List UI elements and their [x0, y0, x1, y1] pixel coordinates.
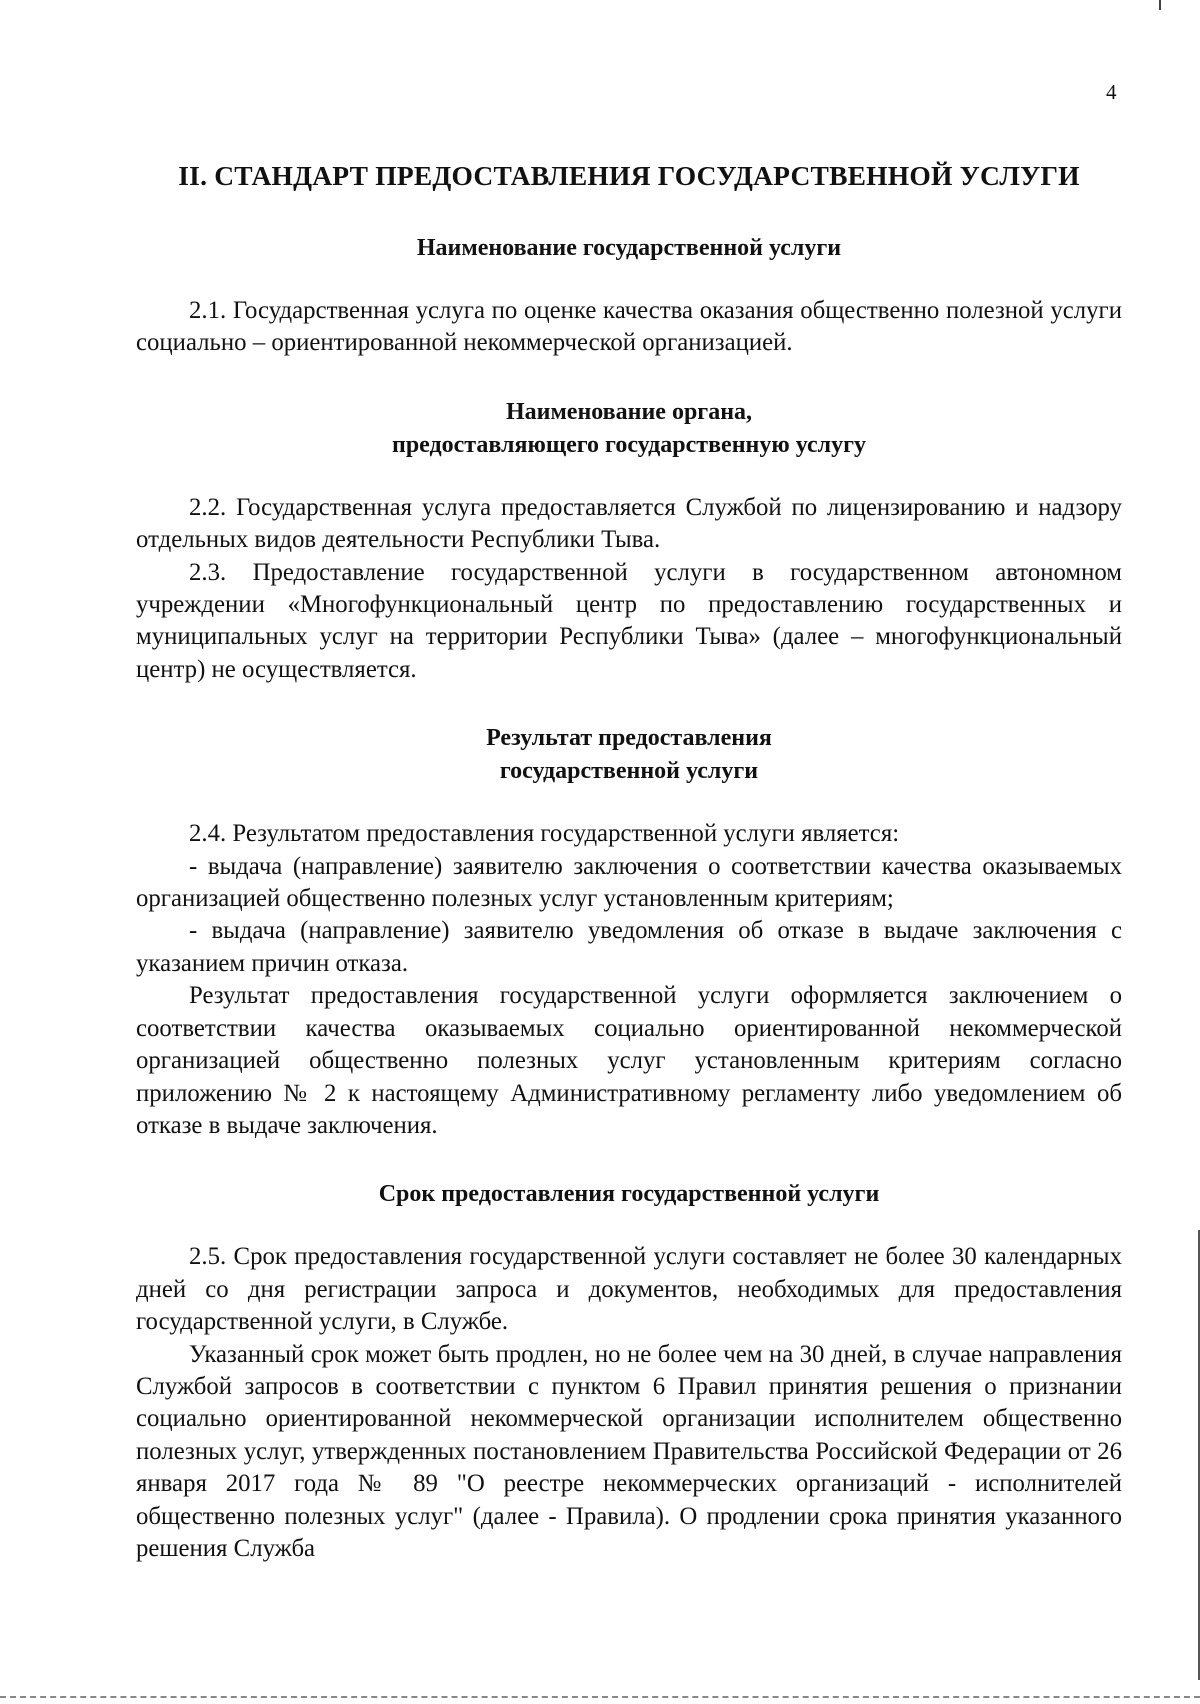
subheading-service-name: Наименование государственной услуги [416, 235, 842, 261]
subheading-authority-line1: Наименование органа, [505, 398, 753, 425]
section-title: II. СТАНДАРТ ПРЕДОСТАВЛЕНИЯ ГОСУДАРСТВЕННОЙ УСЛУГИ [178, 160, 1080, 191]
paragraph-2-3: 2.3. Предоставление государственной услуги в государственном автономном учреждении «Многофункциональный центр по предоставлению государственных и муниципальных услуг на территории Республики Тыва» (далее – многофункциональный центр) не осуществляется. [136, 558, 1122, 683]
paragraph-2-2: 2.2. Государственная услуга предоставляется Службой по лицензированию и надзору отдельных видов деятельности Республики Тыва. [136, 493, 1122, 554]
document-body [136, 160, 1122, 1565]
paragraph-2-4: 2.4. Результатом предоставления государственной услуги является: [189, 820, 900, 848]
subheading-term: Срок предоставления государственной услуги [378, 1181, 880, 1208]
paragraph-2-1: 2.1. Государственная услуга по оценке качества оказания общественно полезной услуги социально – ориентированной некоммерческой организацией. [136, 297, 1122, 357]
list-item-conclusion: - выдача (направление) заявителю заключения о соответствии качества оказываемых организацией общественно полезных услуг установленным критериям; [136, 852, 1122, 913]
subheading-authority-line2: предоставляющего государственную услугу [392, 431, 866, 458]
subheading-result-line1: Результат предоставления [486, 725, 772, 752]
paragraph-term-extension: Указанный срок может быть продлен, но не более чем на 30 дней, в случае направления Службой запросов в соответствии с пунктом 6 Правил принятия решения о признании социально ориентированной некоммерческой организации исполнителем общественно полезных услуг, утвержденных постановлением Правительства Российской Федерации от 26 января 2017 года № 89 "О реестре некоммерческих организаций - исполнителей общественно полезных услуг" (далее - Правила). О продлении срока принятия указанного решения Служба [136, 1340, 1122, 1562]
subheading-result-line2: государственной услуги [499, 758, 759, 785]
scan-bottom-border [0, 1696, 1200, 1698]
scan-edge-mark [1159, 0, 1161, 10]
paragraph-result-form: Результат предоставления государственной услуги оформляется заключением о соответствии качества оказываемых социально ориентированной некоммерческой организацией общественно полезных услуг установленным критериям согласно приложению № 2 к настоящему Административному регламенту либо уведомлением об отказе в выдаче заключения. [136, 982, 1122, 1139]
list-item-refusal: - выдача (направление) заявителю уведомления об отказе в выдаче заключения с указанием причин отказа. [136, 917, 1122, 977]
page-number: 4 [1106, 80, 1117, 104]
paragraph-2-5: 2.5. Срок предоставления государственной услуги составляет не более 30 календарных дней со дня регистрации запроса и документов, необходимых для предоставления государственной услуги, в Службе. [136, 1243, 1122, 1336]
